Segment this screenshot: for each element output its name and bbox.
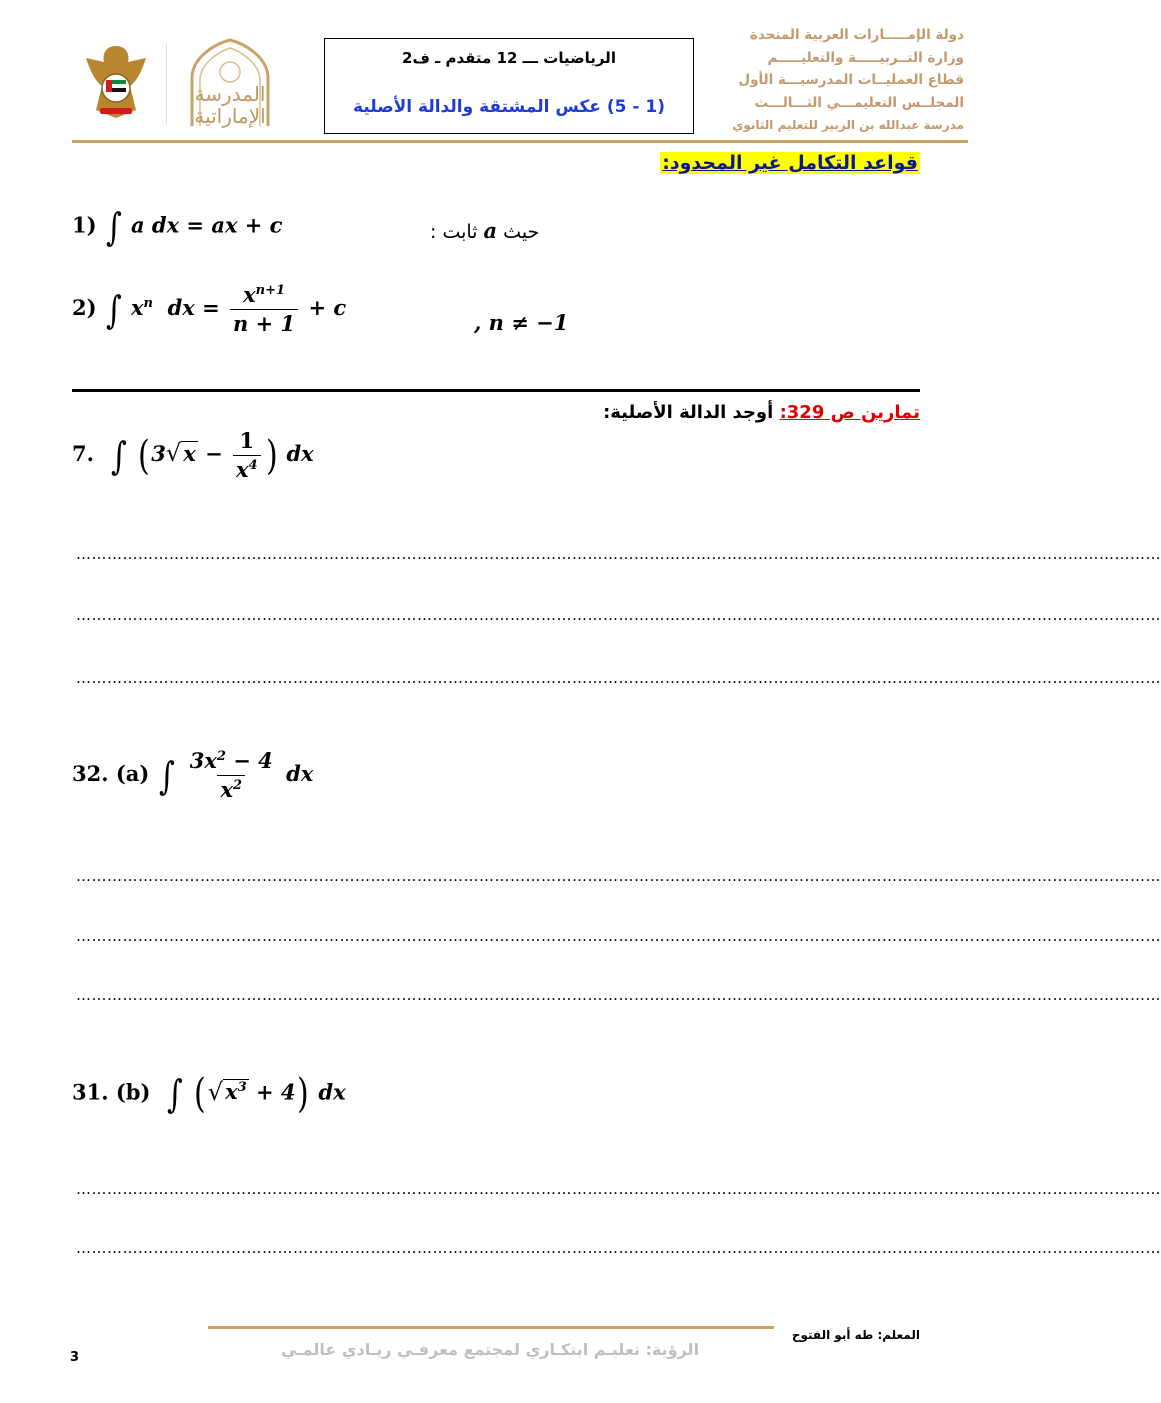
- ministry-line: وزارة التــربيـــــة والتعليـــــم: [767, 49, 964, 66]
- ex31-dx: dx: [318, 1079, 346, 1105]
- exercise-32a-label: 32. (a): [72, 761, 150, 787]
- right-paren: ): [265, 432, 278, 479]
- condition-prefix: حيث: [503, 221, 540, 243]
- answer-line[interactable]: …………………………………………………………………………………………………………………………………………………………………………………………: [76, 986, 1161, 1004]
- ex32-den-exp: 2: [233, 778, 243, 794]
- frac-num-base: x: [243, 282, 256, 307]
- answer-line[interactable]: …………………………………………………………………………………………………………………………………………………………………………………………: [76, 1239, 1161, 1257]
- ministry-line: مدرسة عبدالله بن الزبير للتعليم الثانوي: [732, 118, 964, 132]
- ex7-frac-den-exp: 4: [248, 458, 258, 474]
- exercises-instruction: أوجد الدالة الأصلية:: [603, 402, 774, 423]
- emirati-school-logo: [180, 38, 280, 130]
- rule-2: [72, 284, 346, 335]
- ex7-frac-den-base: x: [235, 457, 249, 483]
- ex32-num-rest: − 4: [225, 748, 273, 773]
- vision-statement: الرؤية: تعليـم ابتكـاري لمجتمع معرفـي ريـادي عالمـي: [280, 1340, 700, 1359]
- answer-line[interactable]: …………………………………………………………………………………………………………………………………………………………………………………………: [76, 1180, 1161, 1198]
- page-number: 3: [70, 1350, 80, 1365]
- rule-2-plus-c: + c: [308, 295, 347, 321]
- right-paren: ): [297, 1071, 310, 1117]
- ministry-line: قطاع العمليــات المدرسيـــة الأول: [738, 72, 964, 88]
- rule-2-base: x: [131, 295, 144, 321]
- logo-text-line1: المدرسة: [194, 82, 266, 106]
- answer-line[interactable]: …………………………………………………………………………………………………………………………………………………………………………………………: [76, 867, 1161, 885]
- exercise-7-label: 7.: [72, 441, 94, 467]
- answer-line[interactable]: …………………………………………………………………………………………………………………………………………………………………………………………: [76, 927, 1161, 945]
- rule-2-condition: , n ≠ −1: [474, 310, 569, 335]
- ex7-dx: dx: [286, 441, 314, 467]
- header-gold-line: [72, 140, 968, 143]
- ex31-plus: + 4: [255, 1079, 296, 1105]
- teacher-name: المعلم: طه أبو الفتوح: [791, 1328, 920, 1342]
- exercise-32a: [72, 750, 313, 801]
- integral-sign: ∫: [167, 1072, 183, 1116]
- exercise-31b: [72, 1071, 346, 1117]
- integral-sign: ∫: [158, 753, 175, 798]
- rule-1-number: 1): [72, 212, 97, 238]
- ex31-rad-exp: 3: [237, 1080, 247, 1096]
- header-divider: [166, 44, 167, 124]
- rule-1-formula: a dx = ax + c: [131, 212, 283, 238]
- ministry-line: المجلــس التعليمـــي الثـــالـــث: [754, 94, 964, 111]
- exercises-page-ref: تمارين ص 329:: [779, 402, 920, 423]
- integral-sign: ∫: [105, 205, 122, 249]
- rule-1-condition: [430, 218, 539, 243]
- ministry-line: دولة الإمـــــارات العربية المتحدة: [749, 27, 964, 43]
- frac-den: n + 1: [230, 309, 298, 335]
- sqrt-symbol: √ x: [165, 439, 196, 468]
- rule-2-dx: dx =: [167, 295, 220, 321]
- ex31-rad-base: x: [225, 1079, 238, 1105]
- ministry-block: [714, 24, 964, 137]
- left-paren: (: [194, 1071, 206, 1117]
- exercise-7: [72, 430, 314, 481]
- logo-text-line2: الإماراتية: [194, 104, 266, 128]
- footer-gold-line: [208, 1326, 774, 1329]
- course-title: الرياضيات ـــ 12 متقدم ـ ف2: [402, 49, 616, 67]
- left-paren: (: [137, 432, 150, 479]
- frac-num-exp: n+1: [255, 283, 286, 298]
- rule-2-fraction: [230, 284, 298, 335]
- rule-2-number: 2): [72, 295, 97, 321]
- ex32-num-exp: 2: [216, 749, 226, 764]
- uae-emblem: [76, 40, 156, 124]
- exercises-heading: [603, 402, 920, 423]
- integral-sign: ∫: [105, 287, 122, 332]
- answer-line[interactable]: …………………………………………………………………………………………………………………………………………………………………………………………: [76, 545, 1161, 563]
- integral-sign: ∫: [110, 433, 127, 478]
- rules-heading: قواعد التكامل غير المحدود:: [662, 152, 918, 174]
- section-divider: [72, 389, 920, 392]
- answer-line[interactable]: …………………………………………………………………………………………………………………………………………………………………………………………: [76, 669, 1161, 687]
- condition-suffix: ثابت :: [430, 221, 478, 243]
- ex32-num-base: 3x: [189, 748, 217, 773]
- ex7-minus: −: [205, 441, 223, 467]
- answer-line[interactable]: …………………………………………………………………………………………………………………………………………………………………………………………: [76, 606, 1161, 624]
- ex32-dx: dx: [286, 761, 314, 787]
- condition-var: a: [483, 218, 498, 243]
- ex32-den-base: x: [220, 777, 234, 803]
- ex32-fraction: [187, 750, 276, 801]
- rule-1: [72, 205, 283, 249]
- exercise-31b-label: 31. (b): [72, 1079, 151, 1105]
- ex7-frac-num: 1: [239, 428, 255, 453]
- ex7-fraction: [233, 430, 261, 481]
- rule-2-exp: n: [143, 296, 153, 312]
- ex7-coef: 3: [151, 441, 166, 467]
- title-box: [324, 38, 694, 134]
- sqrt-symbol: √ $x^3$: [207, 1077, 247, 1106]
- ex7-radicand: x: [183, 440, 196, 466]
- lesson-title: (1 - 5) عكس المشتقة والدالة الأصلية: [353, 97, 665, 117]
